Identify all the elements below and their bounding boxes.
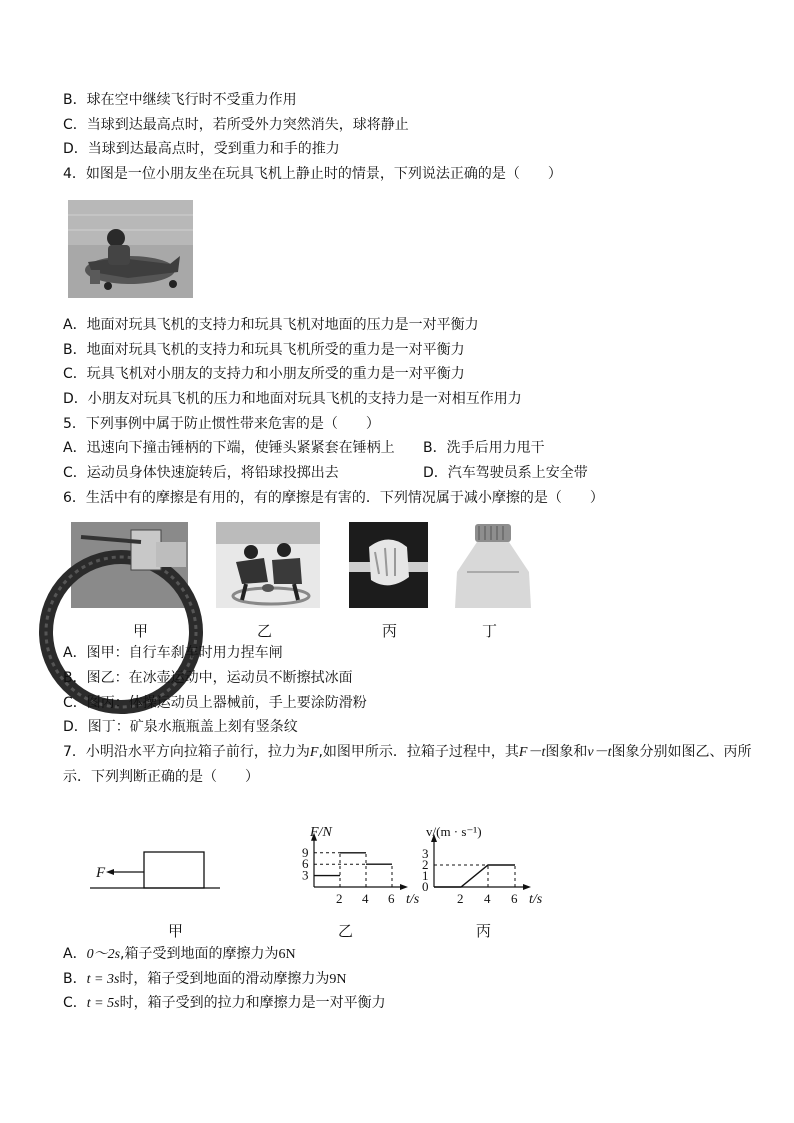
vt-y-tick-label: 2	[422, 857, 429, 872]
figure-caption-yi-7: 乙	[338, 922, 354, 940]
q7-option-c: C．t = 5s时，箱子受到的拉力和摩擦力是一对平衡力	[63, 995, 386, 1011]
velocity-time-graph	[404, 822, 554, 912]
q5-option-a: A．迅速向下撞击锤柄的下端，使锤头紧紧套在锤柄上	[63, 440, 395, 456]
figure-caption-bing-7: 丙	[476, 922, 492, 940]
ft-x-tick-label: 4	[362, 891, 369, 906]
force-arrowhead	[106, 869, 114, 875]
q6-option-c: C．图丙：体操运动员上器械前，手上要涂防滑粉	[63, 695, 367, 711]
q3-option-b: B．球在空中继续飞行时不受重力作用	[63, 92, 297, 108]
q4-option-b: B．地面对玩具飞机的支持力和玩具飞机所受的重力是一对平衡力	[63, 342, 465, 358]
ft-y-axis-label: F/N	[310, 825, 332, 840]
q4-option-d: D．小朋友对玩具飞机的压力和地面对玩具飞机的支持力是一对相互作用力	[63, 391, 522, 407]
q4-stem: 4．如图是一位小朋友坐在玩具飞机上静止时的情景，下列说法正确的是（ ）	[63, 166, 562, 182]
vt-x-tick-label: 6	[511, 891, 518, 906]
box	[144, 852, 204, 888]
q5-option-b: B．洗手后用力甩干	[423, 440, 545, 456]
vt-x-arrow	[523, 884, 531, 890]
curling-photo	[216, 522, 320, 608]
q5-option-d: D．汽车驾驶员系上安全带	[423, 465, 588, 481]
figure-caption-jia: 甲	[133, 622, 149, 640]
q5-option-c: C．运动员身体快速旋转后，将铅球投掷出去	[63, 465, 339, 481]
q3-option-d: D．当球到达最高点时，受到重力和手的推力	[63, 141, 340, 157]
ft-y-tick-label: 9	[302, 844, 309, 860]
force-time-graph	[262, 822, 420, 912]
q7-stem: 7．小明沿水平方向拉箱子前行，拉力为F,如图甲所示．拉箱子过程中，其F－t图象和v－t图象分别如图乙、丙所示．下列判断正确的是（ ）	[63, 744, 752, 785]
q6-option-a: A．图甲：自行车刹车时用力捏车闸	[63, 645, 283, 661]
water-bottle-photo	[449, 522, 538, 608]
vt-y-tick-label: 3	[422, 846, 429, 861]
vt-origin-label: 0	[422, 879, 429, 894]
ft-x-axis-label: t/s	[406, 892, 420, 907]
vt-series-line	[434, 865, 515, 887]
figure-caption-yi: 乙	[257, 622, 273, 640]
bicycle-brake-photo	[71, 522, 188, 608]
q7-option-a: A．0～2s,箱子受到地面的摩擦力为6N	[63, 946, 296, 962]
force-label: F	[96, 865, 106, 881]
q6-stem: 6．生活中有的摩擦是有用的，有的摩擦是有害的．下列情况属于减小摩擦的是（ ）	[63, 490, 604, 506]
figure-caption-ding: 丁	[482, 622, 498, 640]
figure-caption-bing: 丙	[382, 622, 398, 640]
vt-x-axis-label: t/s	[529, 892, 543, 907]
vt-y-axis-label: v/(m · s⁻¹)	[426, 824, 482, 839]
gymnast-hand-photo	[349, 522, 428, 608]
q6-option-b: B．图乙：在冰壶运动中，运动员不断擦拭冰面	[63, 670, 353, 686]
q4-option-a: A．地面对玩具飞机的支持力和玩具飞机对地面的压力是一对平衡力	[63, 317, 479, 333]
q5-stem: 5．下列事例中属于防止惯性带来危害的是（ ）	[63, 416, 380, 432]
figure-caption-jia-7: 甲	[168, 922, 184, 940]
vt-y-tick-label: 1	[422, 868, 429, 883]
toy-airplane-photo	[68, 200, 193, 298]
q3-option-c: C．当球到达最高点时，若所受外力突然消失，球将静止	[63, 117, 409, 133]
vt-x-tick-label: 4	[484, 891, 491, 906]
vt-x-tick-label: 2	[457, 891, 464, 906]
ft-x-tick-label: 2	[336, 891, 343, 906]
q7-option-b: B．t = 3s时，箱子受到地面的滑动摩擦力为9N	[63, 971, 347, 987]
ft-x-tick-label: 6	[388, 891, 395, 906]
ft-y-tick-label: 6	[302, 856, 309, 872]
box-force-figure	[90, 842, 220, 892]
q6-option-d: D．图丁：矿泉水瓶瓶盖上刻有竖条纹	[63, 719, 298, 735]
ft-y-tick-label: 3	[302, 867, 309, 883]
q4-option-c: C．玩具飞机对小朋友的支持力和小朋友所受的重力是一对平衡力	[63, 366, 465, 382]
